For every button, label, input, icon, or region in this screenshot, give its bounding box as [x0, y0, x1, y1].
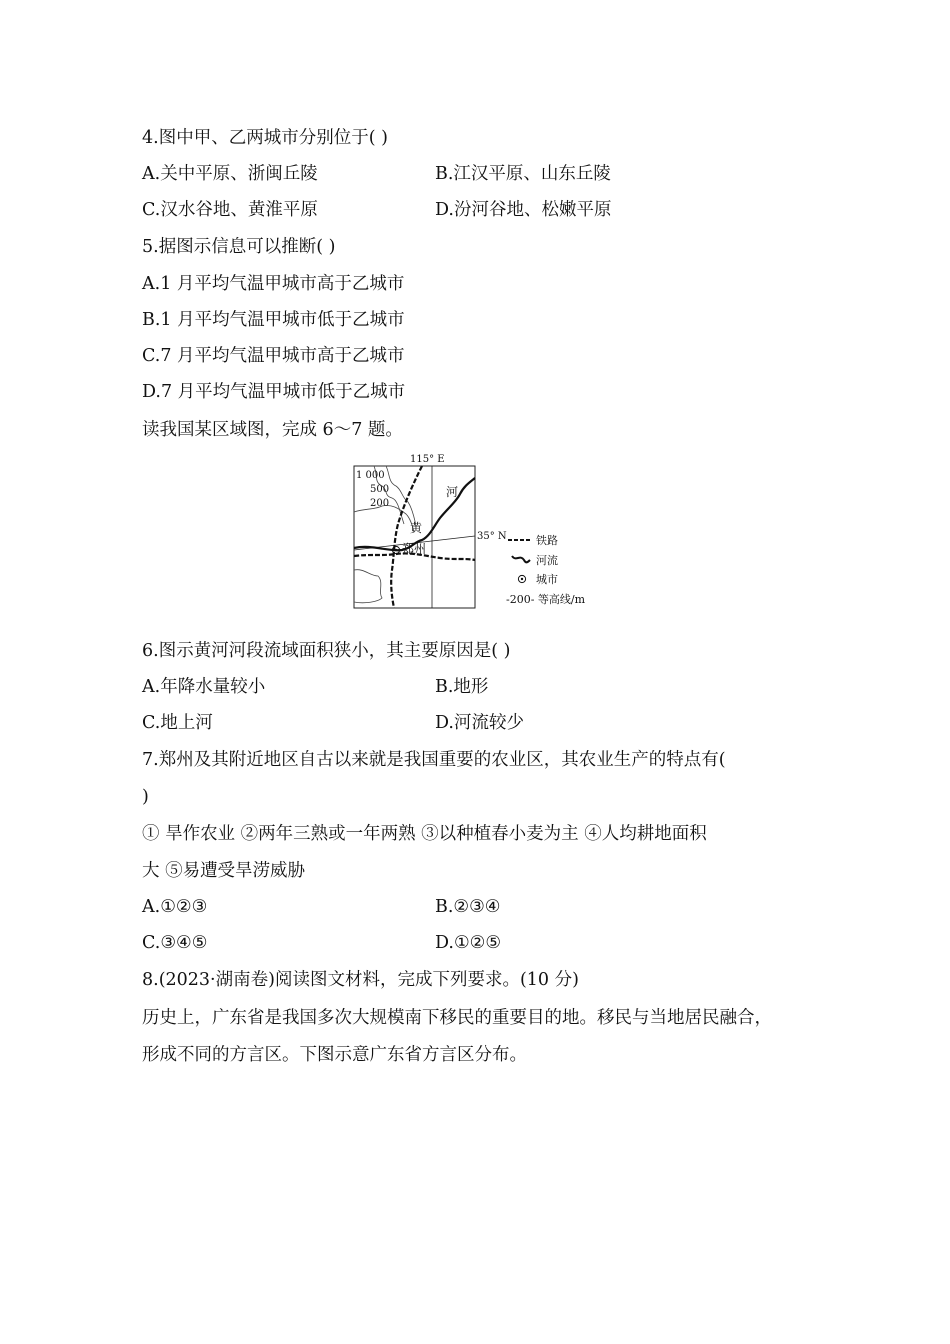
intro-6-7: 读我国某区域图，完成 6～7 题。: [142, 420, 403, 440]
contour-sw: [354, 570, 382, 603]
longitude-label: 115° E: [410, 454, 445, 465]
q6-option-c: C.地上河: [142, 713, 213, 733]
q4-option-c: C.汉水谷地、黄淮平原: [142, 200, 318, 220]
q5-option-a: A.1 月平均气温甲城市高于乙城市: [142, 274, 405, 294]
city-label: 郑州: [402, 542, 427, 556]
legend-river: 河流: [536, 554, 558, 567]
q4-option-b: B.江汉平原、山东丘陵: [435, 164, 611, 184]
railway-ns: [391, 466, 422, 608]
contour-label-1000: 1 000: [356, 470, 385, 481]
q7-option-d: D.①②⑤: [435, 933, 502, 953]
q5-stem: 5.据图示信息可以推断( ): [142, 237, 336, 257]
q7-stem-line2: ): [142, 787, 149, 807]
contour-200: [354, 505, 414, 532]
contour-500: [386, 466, 416, 526]
q4-option-a: A.关中平原、浙闽丘陵: [142, 164, 318, 184]
q5-option-b: B.1 月平均气温甲城市低于乙城市: [142, 310, 405, 330]
q8-paragraph-line1: 历史上，广东省是我国多次大规模南下移民的重要目的地。移民与当地居民融合，: [142, 1008, 772, 1028]
contour-label-200: 200: [370, 498, 390, 509]
q7-option-c: C.③④⑤: [142, 933, 208, 953]
q5-option-c: C.7 月平均气温甲城市高于乙城市: [142, 346, 405, 366]
q7-options-line2: 大 ⑤易遭受旱涝威胁: [142, 861, 306, 881]
legend-river-symbol: [512, 556, 530, 562]
q7-option-b: B.②③④: [435, 897, 501, 917]
latitude-label: 35° N: [477, 531, 507, 542]
q6-option-a: A.年降水量较小: [142, 677, 266, 697]
q6-stem: 6.图示黄河河段流域面积狭小，其主要原因是( ): [142, 641, 511, 661]
river-label-huang: 黄: [410, 521, 423, 535]
q7-option-a: A.①②③: [142, 897, 208, 917]
q8-paragraph-line2: 形成不同的方言区。下图示意广东省方言区分布。: [142, 1045, 527, 1065]
region-map: [352, 452, 602, 612]
q7-options-line1: ① 旱作农业 ②两年三熟或一年两熟 ③以种植春小麦为主 ④人均耕地面积: [142, 824, 707, 844]
q5-option-d: D.7 月平均气温甲城市低于乙城市: [142, 382, 406, 402]
q8-stem: 8.(2023·湖南卷)阅读图文材料，完成下列要求。(10 分): [142, 970, 579, 990]
q6-option-d: D.河流较少: [435, 713, 524, 733]
q4-stem: 4.图中甲、乙两城市分别位于( ): [142, 128, 388, 148]
legend-railway: 铁路: [536, 534, 558, 547]
q4-option-d: D.汾河谷地、松嫩平原: [435, 200, 612, 220]
legend-city: 城市: [536, 573, 558, 586]
q6-option-b: B.地形: [435, 677, 489, 697]
legend-contour: -200- 等高线/m: [506, 593, 586, 606]
river-label-he: 河: [446, 485, 459, 499]
contour-label-500: 500: [370, 484, 390, 495]
q7-stem-line1: 7.郑州及其附近地区自古以来就是我国重要的农业区，其农业生产的特点有(: [142, 750, 726, 770]
